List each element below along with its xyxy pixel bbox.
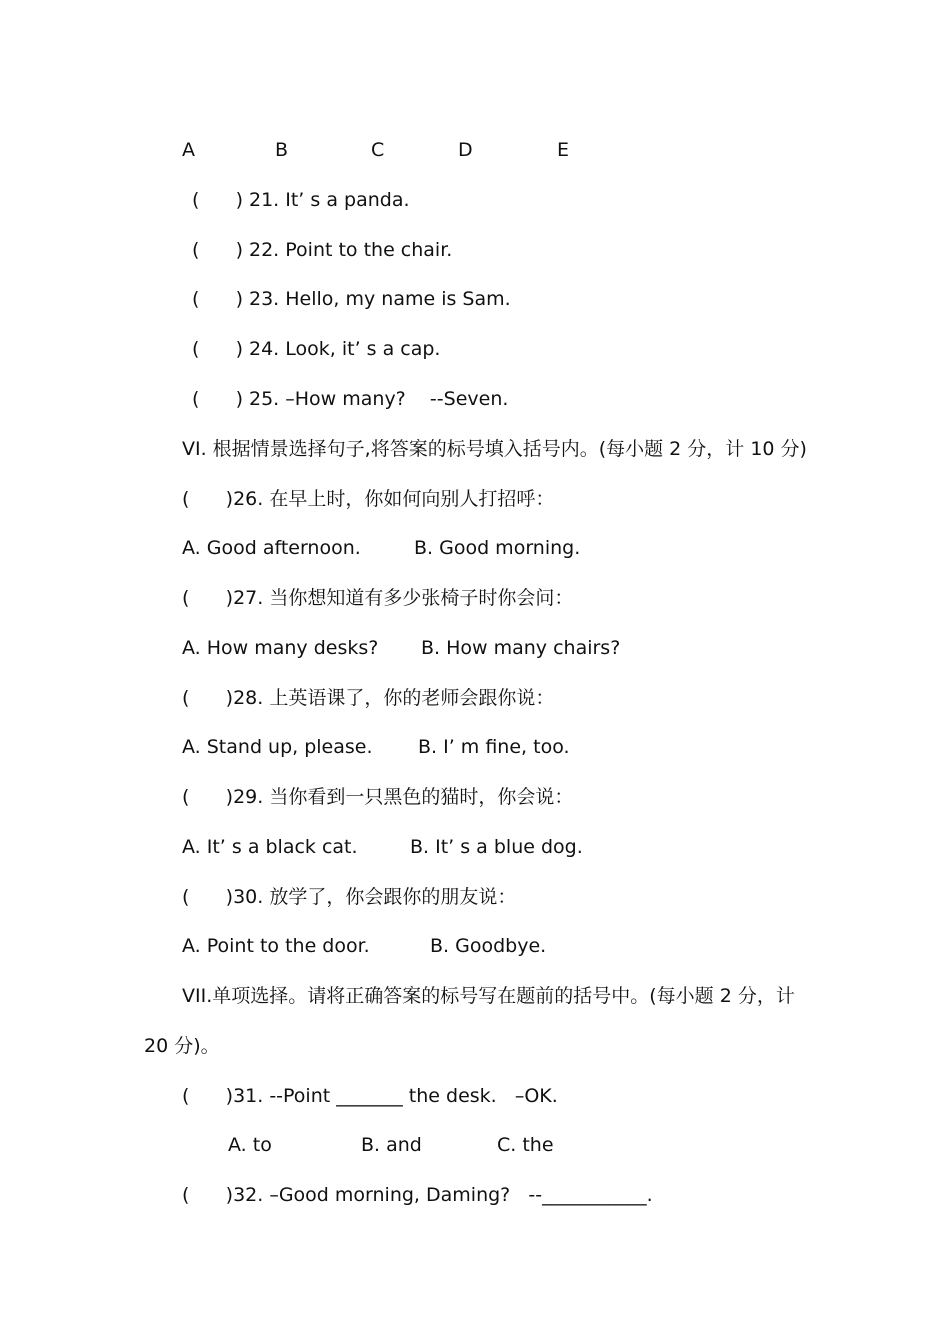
answer-paren: ( ) bbox=[192, 239, 244, 261]
option-31-a: A. to bbox=[228, 1134, 272, 1156]
section-vi-heading: VI. 根据情景选择句子,将答案的标号填入括号内。(每小题 2 分，计 10 分) bbox=[182, 438, 807, 460]
answer-paren: ( ) bbox=[192, 338, 244, 360]
option-30-a: A. Point to the door. bbox=[182, 935, 370, 957]
option-26-a: A. Good afternoon. bbox=[182, 537, 361, 559]
option-29-b: B. It’ s a blue dog. bbox=[410, 836, 583, 858]
question-text: 25. –How many? --Seven. bbox=[249, 388, 509, 410]
section-vii-heading-cont: 20 分)。 bbox=[144, 1035, 220, 1057]
answer-paren: ( ) bbox=[192, 189, 244, 211]
question-30: ( )30. 放学了，你会跟你的朋友说： bbox=[182, 886, 517, 908]
option-30-b: B. Goodbye. bbox=[430, 935, 547, 957]
option-28-b: B. I’ m fine, too. bbox=[418, 736, 570, 758]
question-text: 22. Point to the chair. bbox=[249, 239, 453, 261]
question-32: ( )32. –Good morning, Daming? --___________. bbox=[182, 1184, 653, 1206]
option-31-c: C. the bbox=[497, 1134, 554, 1156]
section-vii-heading: VII.单项选择。请将正确答案的标号写在题前的括号中。(每小题 2 分，计 bbox=[182, 985, 795, 1007]
question-text: 24. Look, it’ s a cap. bbox=[249, 338, 441, 360]
letter-e: E bbox=[557, 139, 570, 161]
letter-a: A bbox=[182, 139, 195, 161]
letter-d: D bbox=[458, 139, 473, 161]
letter-b: B bbox=[275, 139, 289, 161]
option-29-a: A. It’ s a black cat. bbox=[182, 836, 358, 858]
question-29: ( )29. 当你看到一只黑色的猫时，你会说： bbox=[182, 786, 574, 808]
answer-paren: ( ) bbox=[192, 288, 244, 310]
question-text: 21. It’ s a panda. bbox=[249, 189, 410, 211]
letter-c: C bbox=[371, 139, 385, 161]
question-27: ( )27. 当你想知道有多少张椅子时你会问： bbox=[182, 587, 574, 609]
question-26: ( )26. 在早上时，你如何向别人打招呼： bbox=[182, 488, 555, 510]
question-text: 23. Hello, my name is Sam. bbox=[249, 288, 511, 310]
option-26-b: B. Good morning. bbox=[414, 537, 581, 559]
option-27-b: B. How many chairs? bbox=[421, 637, 621, 659]
question-31: ( )31. --Point _______ the desk. –OK. bbox=[182, 1085, 558, 1107]
question-28: ( )28. 上英语课了，你的老师会跟你说： bbox=[182, 687, 555, 709]
option-27-a: A. How many desks? bbox=[182, 637, 379, 659]
answer-paren: ( ) bbox=[192, 388, 244, 410]
option-28-a: A. Stand up, please. bbox=[182, 736, 373, 758]
option-31-b: B. and bbox=[361, 1134, 422, 1156]
